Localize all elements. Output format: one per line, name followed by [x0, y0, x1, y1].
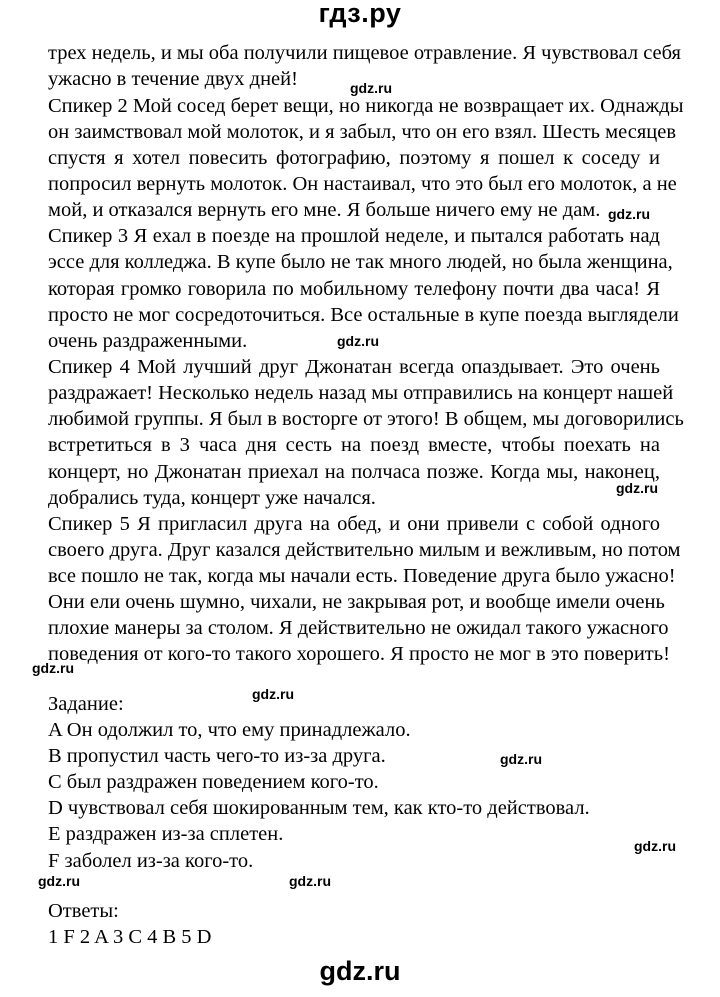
text-line: он заимствовал мой молоток, и я забыл, что он его взял. Шесть месяцев — [48, 121, 676, 143]
task-option: A Он одолжил то, что ему принадлежало. — [48, 719, 411, 741]
watermark: gdz.ru — [608, 206, 650, 222]
watermark: gdz.ru — [252, 686, 294, 702]
text-line: Спикер 5 Я пригласил друга на обед, и они привели с собой одного — [48, 513, 660, 535]
text-line: встретиться в 3 часа дня сесть на поезд вместе, чтобы поехать на — [48, 434, 660, 456]
text-line: раздражает! Несколько недель назад мы отправились на концерт нашей — [48, 382, 674, 404]
text-line: попросил вернуть молоток. Он настаивал, что это был его молоток, а не — [48, 173, 677, 195]
text-line: которая громко говорила по мобильному телефону почти два часа! Я — [48, 278, 660, 300]
text-line: плохие манеры за столом. Я действительно не ожидал такого ужасного — [48, 617, 669, 639]
site-header-title: гдз.ру — [318, 0, 402, 28]
watermark: gdz.ru — [337, 333, 379, 349]
text-line: любимой группы. Я был в восторге от этого! В общем, мы договорились — [48, 408, 684, 430]
site-footer-logo: gdz.ru — [319, 956, 401, 986]
watermark: gdz.ru — [616, 480, 658, 496]
task-option: E раздражен из-за сплетен. — [48, 823, 284, 845]
watermark: gdz.ru — [32, 660, 74, 676]
task-heading: Задание: — [48, 693, 124, 715]
text-line: очень раздраженными. — [48, 330, 248, 352]
text-line: своего друга. Друг казался действительно милым и вежливым, но потом — [48, 539, 681, 561]
watermark: gdz.ru — [634, 838, 676, 854]
text-line: Они ели очень шумно, чихали, не закрывая рот, и вообще имели очень — [48, 591, 665, 613]
watermark: gdz.ru — [289, 873, 331, 889]
text-line: мой, и отказался вернуть его мне. Я больше ничего ему не дам. — [48, 199, 601, 221]
text-line: Спикер 2 Мой сосед берет вещи, но никогда не возвращает их. Однажды — [48, 95, 684, 117]
task-option: F заболел из-за кого-то. — [48, 850, 254, 872]
answers-heading: Ответы: — [48, 900, 119, 922]
watermark: gdz.ru — [500, 751, 542, 767]
text-line: Спикер 3 Я ехал в поезде на прошлой неделе, и пытался работать над — [48, 225, 660, 247]
watermark: gdz.ru — [350, 80, 392, 96]
text-line: поведения от кого-то такого хорошего. Я просто не мог в это поверить! — [48, 643, 670, 665]
task-option: B пропустил часть чего-то из-за друга. — [48, 745, 386, 767]
text-line: концерт, но Джонатан приехал на полчаса позже. Когда мы, наконец, — [48, 461, 660, 483]
answers-value: 1 F 2 A 3 C 4 B 5 D — [48, 926, 212, 948]
task-option: C был раздражен поведением кого-то. — [48, 771, 379, 793]
text-line: ужасно в течение двух дней! — [48, 68, 298, 90]
text-line: спустя я хотел повесить фотографию, поэтому я пошел к соседу и — [48, 147, 660, 169]
task-option: D чувствовал себя шокированным тем, как кто-то действовал. — [48, 797, 590, 819]
text-line: Спикер 4 Мой лучший друг Джонатан всегда опаздывает. Это очень — [48, 356, 660, 378]
text-line: трех недель, и мы оба получили пищевое отравление. Я чувствовал себя — [48, 42, 681, 64]
text-line: эссе для колледжа. В купе было не так много людей, но была женщина, — [48, 251, 673, 273]
text-line: добрались туда, концерт уже начался. — [48, 487, 376, 509]
text-line: просто не мог сосредоточиться. Все остальные в купе поезда выглядели — [48, 304, 679, 326]
text-line: все пошло не так, когда мы начали есть. Поведение друга было ужасно! — [48, 565, 676, 587]
watermark: gdz.ru — [38, 873, 80, 889]
